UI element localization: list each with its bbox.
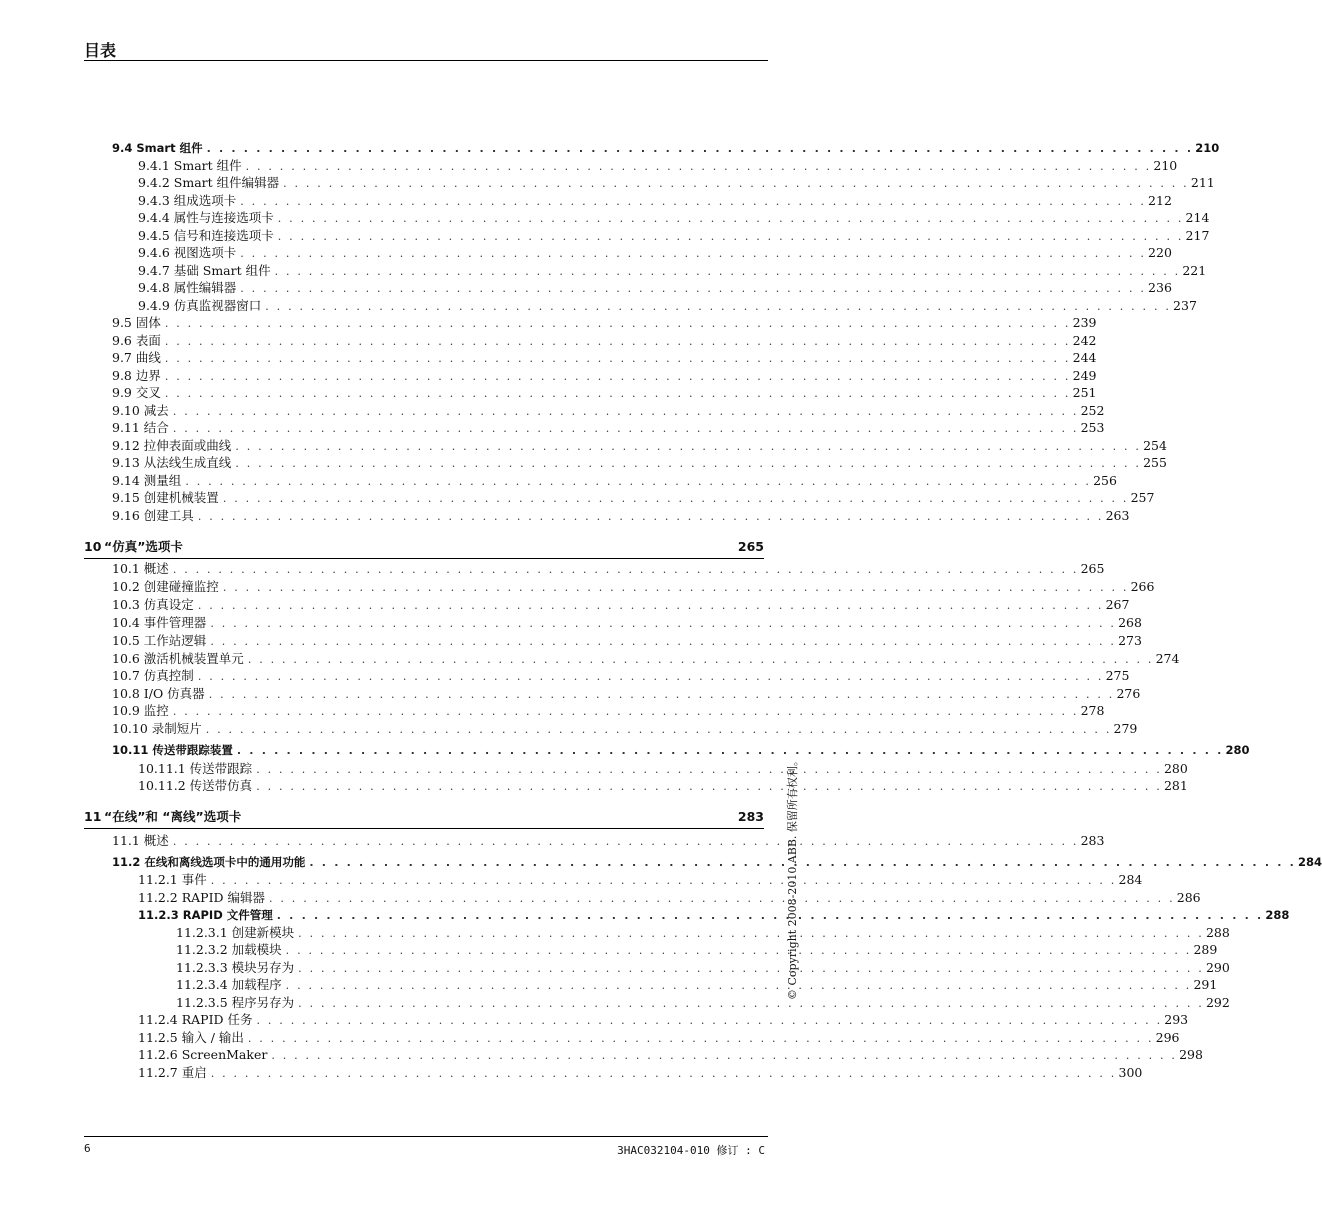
toc-entry-page: 210 [1153, 158, 1178, 173]
toc-entry[interactable] [138, 871, 1143, 888]
toc-entry[interactable] [138, 889, 1201, 906]
toc-entry-title: 9.4.3 组成选项卡 [138, 193, 237, 208]
toc-entry[interactable] [112, 437, 1167, 454]
toc-entry-page: 291 [1193, 977, 1218, 992]
toc-leader-dots: . . . . . . . . . . . . . . . . . . . . . . . . . . . . . . . . . . . . . . . . . . . . . . . . . . . . . . . . . . . . . . . . . . . . . . . . . . . . . . . . [164, 370, 1071, 383]
toc-entry-page: 274 [1155, 651, 1180, 666]
toc-entry-page: 217 [1185, 228, 1210, 243]
toc-entry-page: 221 [1182, 263, 1207, 278]
toc-entry-title: 10.7 仿真控制 [112, 668, 194, 683]
toc-entry-page: 244 [1072, 350, 1097, 365]
toc-entry-title: 10.9 监控 [112, 703, 169, 718]
toc-entry-page: 249 [1072, 368, 1097, 383]
toc-leader-dots: . . . . . . . . . . . . . . . . . . . . . . . . . . . . . . . . . . . . . . . . . . . . . . . . . . . . . . . . . . . . . . . . . . . . . . . . . . . . . . . . [210, 1067, 1117, 1080]
toc-entry-title: 9.4.1 Smart 组件 [138, 158, 242, 173]
toc-entry-title: 9.7 曲线 [112, 350, 161, 365]
toc-entry-page: 281 [1163, 778, 1188, 793]
toc-leader-dots: . . . . . . . . . . . . . . . . . . . . . . . . . . . . . . . . . . . . . . . . . . . . . . . . . . . . . . . . . . . . . . . . . . . . . . . . . . . . . . . . [235, 457, 1142, 470]
toc-entry[interactable] [138, 777, 1188, 794]
toc-entry[interactable] [138, 244, 1172, 261]
toc-entry-title: 9.8 边界 [112, 368, 161, 383]
toc-entry[interactable] [138, 209, 1210, 226]
toc-entry-page: 255 [1143, 455, 1167, 470]
toc-entry[interactable] [176, 924, 1230, 941]
toc-entry-title: 9.4.2 Smart 组件编辑器 [138, 175, 280, 190]
toc-entry-page: 210 [1195, 141, 1220, 155]
toc-leader-dots: . . . . . . . . . . . . . . . . . . . . . . . . . . . . . . . . . . . . . . . . . . . . . . . . . . . . . . . . . . . . . . . . . . . . . . . . . . . . . . . . [222, 492, 1129, 505]
toc-entry-title: 9.10 减去 [112, 403, 169, 418]
toc-entry-title: 11.2.3.4 加载程序 [176, 977, 282, 992]
toc-entry-page: 292 [1205, 995, 1230, 1010]
toc-leader-dots: . . . . . . . . . . . . . . . . . . . . . . . . . . . . . . . . . . . . . . . . . . . . . . . . . . . . . . . . . . . . . . . . . . . . . . . . . . . . . . . . [235, 440, 1142, 453]
toc-entry-title: 10.11.2 传送带仿真 [138, 778, 253, 793]
toc-entry[interactable] [176, 994, 1230, 1011]
toc-leader-dots: . . . . . . . . . . . . . . . . . . . . . . . . . . . . . . . . . . . . . . . . . . . . . . . . . . . . . . . . . . . . . . . . . . . . . . . . . . . . . . . . [309, 856, 1297, 869]
toc-entry-page: 293 [1164, 1012, 1189, 1027]
toc-entry-title: 10.4 事件管理器 [112, 615, 207, 630]
toc-entry[interactable] [112, 650, 1180, 667]
toc-entry-title: 11.2.7 重启 [138, 1065, 207, 1080]
toc-leader-dots: . . . . . . . . . . . . . . . . . . . . . . . . . . . . . . . . . . . . . . . . . . . . . . . . . . . . . . . . . . . . . . . . . . . . . . . . . . . . . . . . [240, 282, 1147, 295]
toc-entry-title: 9.12 拉伸表面或曲线 [112, 438, 232, 453]
toc-leader-dots: . . . . . . . . . . . . . . . . . . . . . . . . . . . . . . . . . . . . . . . . . . . . . . . . . . . . . . . . . . . . . . . . . . . . . . . . . . . . . . . . [197, 599, 1104, 612]
toc-entry-title: 11.2.3.3 模块另存为 [176, 960, 295, 975]
toc-entry-title: 10.10 录制短片 [112, 721, 202, 736]
toc-entry[interactable] [112, 720, 1138, 737]
toc-entry-title: 10.2 创建碰撞监控 [112, 579, 219, 594]
toc-leader-dots: . . . . . . . . . . . . . . . . . . . . . . . . . . . . . . . . . . . . . . . . . . . . . . . . . . . . . . . . . . . . . . . . . . . . . . . . . . . . . . . . [269, 892, 1175, 905]
toc-entry[interactable] [138, 192, 1172, 209]
toc-entry-page: 296 [1155, 1030, 1180, 1045]
toc-leader-dots: . . . . . . . . . . . . . . . . . . . . . . . . . . . . . . . . . . . . . . . . . . . . . . . . . . . . . . . . . . . . . . . . . . . . . . . . . . . . . . . . [247, 653, 1154, 666]
toc-entry-page: 256 [1093, 473, 1117, 488]
toc-leader-dots: . . . . . . . . . . . . . . . . . . . . . . . . . . . . . . . . . . . . . . . . . . . . . . . . . . . . . . . . . . . . . . . . . . . . . . . . . . . . . . . . [240, 195, 1147, 208]
toc-leader-dots: . . . . . . . . . . . . . . . . . . . . . . . . . . . . . . . . . . . . . . . . . . . . . . . . . . . . . . . . . . . . . . . . . . . . . . . . . . . . . . . . [265, 300, 1172, 313]
toc-entry-title: 9.9 交叉 [112, 385, 161, 400]
toc-leader-dots: . . . . . . . . . . . . . . . . . . . . . . . . . . . . . . . . . . . . . . . . . . . . . . . . . . . . . . . . . . . . . . . . . . . . . . . . . . . . . . . . [222, 581, 1129, 594]
toc-leader-dots: . . . . . . . . . . . . . . . . . . . . . . . . . . . . . . . . . . . . . . . . . . . . . . . . . . . . . . . . . . . . . . . . . . . . . . . . . . . . . . . . [256, 763, 1162, 776]
toc-entry-title: 9.4 Smart 组件 [112, 141, 203, 155]
toc-entry-page: 252 [1080, 403, 1105, 418]
toc-entry-title: 10.5 工作站逻辑 [112, 633, 207, 648]
toc-entry[interactable] [112, 454, 1167, 471]
toc-entry[interactable] [112, 667, 1130, 684]
toc-leader-dots: . . . . . . . . . . . . . . . . . . . . . . . . . . . . . . . . . . . . . . . . . . . . . . . . . . . . . . . . . . . . . . . . . . . . . . . . . . . . . . . . [164, 387, 1071, 400]
toc-leader-dots: . . . . . . . . . . . . . . . . . . . . . . . . . . . . . . . . . . . . . . . . . . . . . . . . . . . . . . . . . . . . . . . . . . . . . . . . . . . . . . . . [285, 979, 1192, 992]
chapter-rule [84, 558, 764, 559]
toc-entry[interactable] [138, 907, 1290, 924]
toc-entry-page: 265 [1080, 561, 1105, 576]
toc-entry-page: 242 [1072, 333, 1097, 348]
toc-entry-page: 254 [1143, 438, 1167, 453]
toc-entry[interactable] [112, 854, 1322, 871]
toc-entry-title: 11.2.6 ScreenMaker [138, 1047, 268, 1062]
toc-entry-page: 257 [1130, 490, 1155, 505]
toc-entry-page: 251 [1072, 385, 1097, 400]
toc-entry-page: 214 [1185, 210, 1210, 225]
toc-entry[interactable] [112, 472, 1117, 489]
toc-entry[interactable] [138, 760, 1188, 777]
toc-entry[interactable] [138, 1029, 1180, 1046]
toc-entry-page: 211 [1190, 175, 1215, 190]
toc-entry[interactable] [112, 632, 1142, 649]
toc-leader-dots: . . . . . . . . . . . . . . . . . . . . . . . . . . . . . . . . . . . . . . . . . . . . . . . . . . . . . . . . . . . . . . . . . . . . . . . . . . . . . . . . [236, 744, 1224, 757]
toc-entry-page: 263 [1105, 508, 1130, 523]
toc-leader-dots: . . . . . . . . . . . . . . . . . . . . . . . . . . . . . . . . . . . . . . . . . . . . . . . . . . . . . . . . . . . . . . . . . . . . . . . . . . . . . . . . [298, 997, 1204, 1010]
toc-entry[interactable] [138, 227, 1210, 244]
chapter-page: 283 [737, 809, 764, 824]
toc-entry-page: 288 [1205, 925, 1230, 940]
toc-entry-page: 236 [1148, 280, 1172, 295]
chapter-number: 10 [84, 539, 102, 554]
toc-leader-dots: . . . . . . . . . . . . . . . . . . . . . . . . . . . . . . . . . . . . . . . . . . . . . . . . . . . . . . . . . . . . . . . . . . . . . . . . . . . . . . . . [256, 1014, 1163, 1027]
toc-entry-page: 275 [1105, 668, 1130, 683]
toc-entry[interactable] [112, 832, 1105, 849]
toc-entry[interactable] [112, 685, 1141, 702]
toc-entry-title: 9.4.4 属性与连接选项卡 [138, 210, 274, 225]
toc-entry-title: 11.2 在线和离线选项卡中的通用功能 [112, 855, 306, 869]
toc-leader-dots: . . . . . . . . . . . . . . . . . . . . . . . . . . . . . . . . . . . . . . . . . . . . . . . . . . . . . . . . . . . . . . . . . . . . . . . . . . . . . . . . [208, 688, 1115, 701]
toc-entry-title: 9.11 结合 [112, 420, 169, 435]
toc-entry-page: 268 [1118, 615, 1142, 630]
toc-entry-title: 11.2.4 RAPID 任务 [138, 1012, 253, 1027]
toc-entry[interactable] [112, 742, 1250, 759]
toc-leader-dots: . . . . . . . . . . . . . . . . . . . . . . . . . . . . . . . . . . . . . . . . . . . . . . . . . . . . . . . . . . . . . . . . . . . . . . . . . . . . . . . . [247, 1032, 1154, 1045]
toc-entry-page: 267 [1105, 597, 1130, 612]
header-rule [84, 60, 768, 61]
toc-entry[interactable] [112, 402, 1105, 419]
chapter-heading[interactable] [84, 808, 764, 826]
toc-entry[interactable] [112, 560, 1105, 577]
toc-entry-title: 9.4.9 仿真监视器窗口 [138, 298, 262, 313]
chapter-title: “仿真”选项卡 [104, 539, 183, 554]
toc-leader-dots: . . . . . . . . . . . . . . . . . . . . . . . . . . . . . . . . . . . . . . . . . . . . . . . . . . . . . . . . . . . . . . . . . . . . . . . . . . . . . . . . [274, 265, 1181, 278]
toc-leader-dots: . . . . . . . . . . . . . . . . . . . . . . . . . . . . . . . . . . . . . . . . . . . . . . . . . . . . . . . . . . . . . . . . . . . . . . . . . . . . . . . . [164, 317, 1071, 330]
toc-entry[interactable] [112, 332, 1097, 349]
toc-entry-title: 10.1 概述 [112, 561, 169, 576]
toc-entry[interactable] [112, 507, 1130, 524]
toc-entry-title: 9.4.6 视图选项卡 [138, 245, 237, 260]
footer-document-id: 3HAC032104-010 修订 : C [617, 1144, 765, 1157]
toc-entry[interactable] [138, 1064, 1143, 1081]
toc-entry[interactable] [138, 262, 1207, 279]
toc-entry[interactable] [112, 314, 1097, 331]
chapter-heading[interactable] [84, 538, 764, 556]
toc-entry-page: 239 [1072, 315, 1097, 330]
toc-entry[interactable] [138, 157, 1178, 174]
toc-entry[interactable] [112, 578, 1155, 595]
toc-entry-title: 9.14 测量组 [112, 473, 182, 488]
toc-leader-dots: . . . . . . . . . . . . . . . . . . . . . . . . . . . . . . . . . . . . . . . . . . . . . . . . . . . . . . . . . . . . . . . . . . . . . . . . . . . . . . . . [172, 422, 1079, 435]
toc-entry-page: 288 [1265, 908, 1290, 922]
toc-entry-page: 279 [1113, 721, 1138, 736]
toc-leader-dots: . . . . . . . . . . . . . . . . . . . . . . . . . . . . . . . . . . . . . . . . . . . . . . . . . . . . . . . . . . . . . . . . . . . . . . . . . . . . . . . . [164, 352, 1071, 365]
toc-entry[interactable] [138, 279, 1172, 296]
toc-entry[interactable] [138, 297, 1197, 314]
toc-entry-title: 10.11 传送带跟踪装置 [112, 743, 233, 757]
chapter-number: 11 [84, 809, 102, 824]
footer-rule [84, 1136, 768, 1137]
toc-entry-title: 9.4.5 信号和连接选项卡 [138, 228, 274, 243]
toc-entry-page: 253 [1080, 420, 1105, 435]
toc-entry-page: 220 [1148, 245, 1172, 260]
toc-entry-title: 11.2.2 RAPID 编辑器 [138, 890, 266, 905]
toc-entry-page: 212 [1148, 193, 1172, 208]
toc-entry-title: 11.2.5 输入 / 输出 [138, 1030, 244, 1045]
toc-leader-dots: . . . . . . . . . . . . . . . . . . . . . . . . . . . . . . . . . . . . . . . . . . . . . . . . . . . . . . . . . . . . . . . . . . . . . . . . . . . . . . . . [285, 944, 1192, 957]
toc-entry-page: 284 [1118, 872, 1143, 887]
toc-entry[interactable] [176, 959, 1230, 976]
toc-entry-title: 9.16 创建工具 [112, 508, 194, 523]
copyright-notice: © Copyright 2008-2010 ABB. 保留所有权利。 [786, 755, 799, 1000]
toc-entry-page: 278 [1080, 703, 1105, 718]
toc-entry[interactable] [138, 1011, 1189, 1028]
page-header-title: 目表 [84, 41, 117, 60]
toc-leader-dots: . . . . . . . . . . . . . . . . . . . . . . . . . . . . . . . . . . . . . . . . . . . . . . . . . . . . . . . . . . . . . . . . . . . . . . . . . . . . . . . . [205, 723, 1112, 736]
toc-entry-title: 11.2.1 事件 [138, 872, 207, 887]
toc-entry-page: 273 [1118, 633, 1142, 648]
toc-entry[interactable] [176, 976, 1218, 993]
toc-leader-dots: . . . . . . . . . . . . . . . . . . . . . . . . . . . . . . . . . . . . . . . . . . . . . . . . . . . . . . . . . . . . . . . . . . . . . . . . . . . . . . . . [164, 335, 1071, 348]
toc-leader-dots: . . . . . . . . . . . . . . . . . . . . . . . . . . . . . . . . . . . . . . . . . . . . . . . . . . . . . . . . . . . . . . . . . . . . . . . . . . . . . . . . [172, 405, 1079, 418]
toc-entry-title: 11.2.3 RAPID 文件管理 [138, 908, 273, 922]
toc-entry-title: 10.8 I/O 仿真器 [112, 686, 205, 701]
toc-entry[interactable] [176, 941, 1218, 958]
toc-leader-dots: . . . . . . . . . . . . . . . . . . . . . . . . . . . . . . . . . . . . . . . . . . . . . . . . . . . . . . . . . . . . . . . . . . . . . . . . . . . . . . . . [185, 475, 1092, 488]
toc-entry-title: 10.3 仿真设定 [112, 597, 194, 612]
toc-leader-dots: . . . . . . . . . . . . . . . . . . . . . . . . . . . . . . . . . . . . . . . . . . . . . . . . . . . . . . . . . . . . . . . . . . . . . . . . . . . . . . . . [210, 617, 1117, 630]
toc-leader-dots: . . . . . . . . . . . . . . . . . . . . . . . . . . . . . . . . . . . . . . . . . . . . . . . . . . . . . . . . . . . . . . . . . . . . . . . . . . . . . . . . [283, 177, 1189, 190]
toc-entry-title: 9.6 表面 [112, 333, 161, 348]
toc-leader-dots: . . . . . . . . . . . . . . . . . . . . . . . . . . . . . . . . . . . . . . . . . . . . . . . . . . . . . . . . . . . . . . . . . . . . . . . . . . . . . . . . [298, 962, 1204, 975]
toc-entry-page: 286 [1176, 890, 1201, 905]
toc-entry[interactable] [138, 1046, 1203, 1063]
toc-entry[interactable] [112, 614, 1142, 631]
toc-entry-page: 280 [1163, 761, 1188, 776]
toc-leader-dots: . . . . . . . . . . . . . . . . . . . . . . . . . . . . . . . . . . . . . . . . . . . . . . . . . . . . . . . . . . . . . . . . . . . . . . . . . . . . . . . . [240, 247, 1147, 260]
toc-entry[interactable] [112, 419, 1105, 436]
toc-entry-page: 237 [1173, 298, 1197, 313]
toc-entry-page: 276 [1116, 686, 1141, 701]
toc-entry-title: 11.2.3.2 加载模块 [176, 942, 282, 957]
toc-entry-page: 300 [1118, 1065, 1143, 1080]
toc-entry-title: 9.4.8 属性编辑器 [138, 280, 237, 295]
toc-entry-page: 289 [1193, 942, 1218, 957]
toc-leader-dots: . . . . . . . . . . . . . . . . . . . . . . . . . . . . . . . . . . . . . . . . . . . . . . . . . . . . . . . . . . . . . . . . . . . . . . . . . . . . . . . . [172, 563, 1079, 576]
toc-entry-title: 10.6 激活机械装置单元 [112, 651, 244, 666]
toc-entry-title: 9.15 创建机械装置 [112, 490, 219, 505]
toc-entry[interactable] [112, 367, 1097, 384]
toc-entry-title: 9.13 从法线生成直线 [112, 455, 232, 470]
toc-entry[interactable] [112, 349, 1097, 366]
toc-leader-dots: . . . . . . . . . . . . . . . . . . . . . . . . . . . . . . . . . . . . . . . . . . . . . . . . . . . . . . . . . . . . . . . . . . . . . . . . . . . . . . . . [277, 230, 1184, 243]
toc-leader-dots: . . . . . . . . . . . . . . . . . . . . . . . . . . . . . . . . . . . . . . . . . . . . . . . . . . . . . . . . . . . . . . . . . . . . . . . . . . . . . . . . [210, 874, 1117, 887]
toc-entry-page: 284 [1298, 855, 1322, 869]
toc-entry-title: 10.11.1 传送带跟踪 [138, 761, 253, 776]
toc-entry-page: 283 [1080, 833, 1105, 848]
toc-leader-dots: . . . . . . . . . . . . . . . . . . . . . . . . . . . . . . . . . . . . . . . . . . . . . . . . . . . . . . . . . . . . . . . . . . . . . . . . . . . . . . . . [172, 835, 1079, 848]
toc-entry-title: 11.1 概述 [112, 833, 169, 848]
toc-entry-title: 9.5 固体 [112, 315, 161, 330]
toc-leader-dots: . . . . . . . . . . . . . . . . . . . . . . . . . . . . . . . . . . . . . . . . . . . . . . . . . . . . . . . . . . . . . . . . . . . . . . . . . . . . . . . . [277, 212, 1184, 225]
toc-entry-page: 280 [1225, 743, 1250, 757]
toc-entry[interactable] [112, 596, 1130, 613]
toc-leader-dots: . . . . . . . . . . . . . . . . . . . . . . . . . . . . . . . . . . . . . . . . . . . . . . . . . . . . . . . . . . . . . . . . . . . . . . . . . . . . . . . . [206, 142, 1194, 155]
chapter-page: 265 [737, 539, 764, 554]
toc-leader-dots: . . . . . . . . . . . . . . . . . . . . . . . . . . . . . . . . . . . . . . . . . . . . . . . . . . . . . . . . . . . . . . . . . . . . . . . . . . . . . . . . [298, 927, 1204, 940]
toc-entry-title: 9.4.7 基础 Smart 组件 [138, 263, 271, 278]
toc-leader-dots: . . . . . . . . . . . . . . . . . . . . . . . . . . . . . . . . . . . . . . . . . . . . . . . . . . . . . . . . . . . . . . . . . . . . . . . . . . . . . . . . [172, 705, 1079, 718]
chapter-rule [84, 828, 764, 829]
toc-leader-dots: . . . . . . . . . . . . . . . . . . . . . . . . . . . . . . . . . . . . . . . . . . . . . . . . . . . . . . . . . . . . . . . . . . . . . . . . . . . . . . . . [271, 1049, 1178, 1062]
toc-leader-dots: . . . . . . . . . . . . . . . . . . . . . . . . . . . . . . . . . . . . . . . . . . . . . . . . . . . . . . . . . . . . . . . . . . . . . . . . . . . . . . . . [276, 909, 1264, 922]
toc-entry[interactable] [112, 140, 1220, 157]
toc-leader-dots: . . . . . . . . . . . . . . . . . . . . . . . . . . . . . . . . . . . . . . . . . . . . . . . . . . . . . . . . . . . . . . . . . . . . . . . . . . . . . . . . [197, 510, 1104, 523]
toc-entry[interactable] [138, 174, 1215, 191]
chapter-title: “在线”和 “离线”选项卡 [104, 809, 242, 824]
toc-entry[interactable] [112, 489, 1155, 506]
toc-entry-page: 266 [1130, 579, 1155, 594]
toc-leader-dots: . . . . . . . . . . . . . . . . . . . . . . . . . . . . . . . . . . . . . . . . . . . . . . . . . . . . . . . . . . . . . . . . . . . . . . . . . . . . . . . . [245, 160, 1152, 173]
footer-page-number: 6 [84, 1142, 91, 1155]
toc-entry-page: 298 [1179, 1047, 1203, 1062]
toc-leader-dots: . . . . . . . . . . . . . . . . . . . . . . . . . . . . . . . . . . . . . . . . . . . . . . . . . . . . . . . . . . . . . . . . . . . . . . . . . . . . . . . . [256, 780, 1162, 793]
toc-entry-page: 290 [1205, 960, 1230, 975]
toc-entry-title: 11.2.3.5 程序另存为 [176, 995, 295, 1010]
toc-entry-title: 11.2.3.1 创建新模块 [176, 925, 295, 940]
toc-leader-dots: . . . . . . . . . . . . . . . . . . . . . . . . . . . . . . . . . . . . . . . . . . . . . . . . . . . . . . . . . . . . . . . . . . . . . . . . . . . . . . . . [197, 670, 1104, 683]
toc-entry[interactable] [112, 384, 1097, 401]
toc-entry[interactable] [112, 702, 1105, 719]
toc-leader-dots: . . . . . . . . . . . . . . . . . . . . . . . . . . . . . . . . . . . . . . . . . . . . . . . . . . . . . . . . . . . . . . . . . . . . . . . . . . . . . . . . [210, 635, 1117, 648]
